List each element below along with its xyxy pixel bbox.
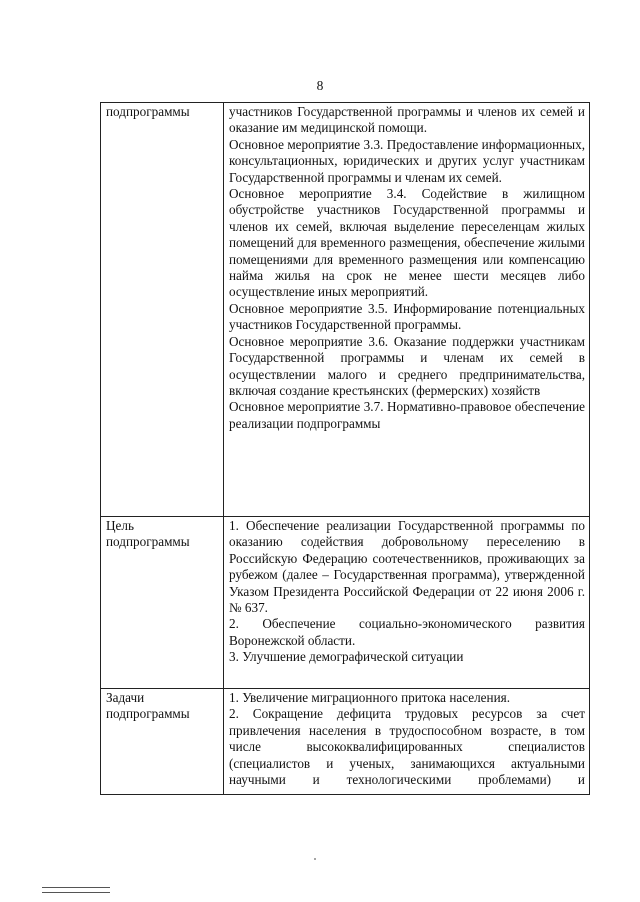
scan-speck	[314, 858, 316, 860]
scan-edge-mark	[42, 887, 110, 893]
content-paragraph: 2. Сокращение дефицита трудовых ресурсов за счет привлечения населения в трудоспособном возрасте, в том числе высококвалифицированных специалистов (специалистов и ученых, занимающихся актуальными научными и технологическими проблемами) и	[229, 706, 585, 788]
content-paragraph: Основное мероприятие 3.6. Оказание поддержки участникам Государственной программы и членам их семей в осуществлении малого и среднего предпринимательства, включая создание крестьянских (фермерских) хозяйств	[229, 333, 585, 398]
table-row	[101, 689, 590, 795]
content-paragraph: 1. Увеличение миграционного притока населения.	[229, 690, 511, 705]
row-content	[224, 689, 590, 795]
content-paragraph: Основное мероприятие 3.7. Нормативно-правовое обеспечение реализации подпрограммы	[229, 399, 585, 431]
page-number: 8	[316, 78, 324, 93]
row-label: Цель подпрограммы	[101, 517, 224, 689]
row-content	[224, 517, 590, 689]
content-paragraph: Основное мероприятие 3.4. Содействие в жилищном обустройстве участников Государственной программы и членов их семей, включая выделение переселенцам жилых помещений для временного размещения, обеспечение жилыми помещениями для временного размещения или компенсацию найма жилья на срок не менее шести месяцев либо осуществление иных мероприятий.	[229, 186, 585, 300]
content-paragraph: Основное мероприятие 3.5. Информирование потенциальных участников Государственной программы.	[229, 300, 585, 333]
table-row	[101, 103, 590, 517]
content-paragraph: участников Государственной программы и членов их семей и оказание им медицинской помощи.	[229, 104, 585, 136]
content-paragraph: Основное мероприятие 3.3. Предоставление информационных, консультационных, юридических и других услуг участникам Государственной программы и членам их семей.	[229, 136, 585, 185]
table-row	[101, 517, 590, 689]
row-content	[224, 103, 590, 517]
content-paragraph: 2. Обеспечение социально-экономического развития Воронежской области.	[229, 616, 585, 648]
program-passport-table	[100, 102, 590, 795]
row-label: Задачи подпрограммы	[101, 689, 224, 795]
content-paragraph: 1. Обеспечение реализации Государственной программы по оказанию содействия добровольному переселению в Российскую Федерацию соотечественников, проживающих за рубежом (далее – Государственная программа), утвержденной Указом Президента Российской Федерации от 22 июня 2006 г. № 637.	[229, 518, 585, 616]
row-label: подпрограммы	[101, 103, 224, 517]
content-paragraph: 3. Улучшение демографической ситуации	[229, 649, 464, 665]
